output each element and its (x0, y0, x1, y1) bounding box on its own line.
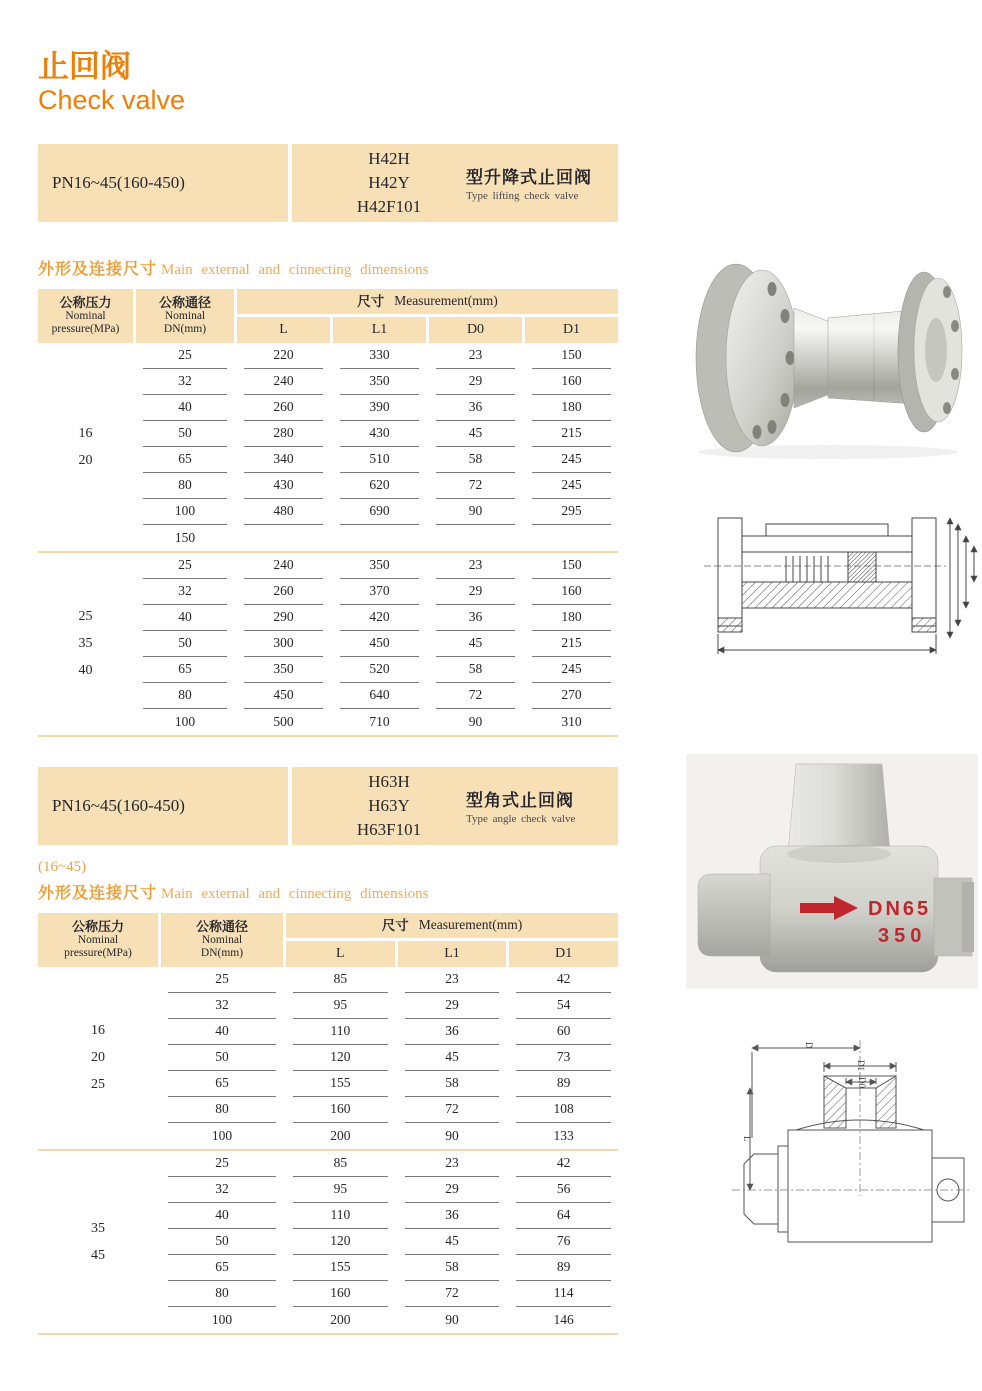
table-row (136, 343, 618, 369)
table-cell: 42 (516, 1151, 611, 1177)
table-cell: 23 (405, 967, 500, 993)
table-cell: 160 (532, 579, 611, 605)
table-rows (136, 553, 618, 735)
table-cell: 215 (532, 421, 611, 447)
model-codes (324, 770, 454, 842)
table-cell: 110 (293, 1019, 388, 1045)
column-header-L: L (237, 317, 330, 343)
table-rows (136, 343, 618, 551)
table-rows (161, 1151, 618, 1333)
pressure-values (38, 1151, 158, 1333)
pressure-range: PN16~45(160-450) (38, 767, 288, 845)
table-row (161, 967, 618, 993)
pressure-value: 45 (91, 1247, 105, 1263)
model-box-h42 (38, 144, 618, 222)
measurement-header-en: Measurement(mm) (394, 293, 498, 309)
dn-header-en2: DN(mm) (200, 947, 244, 960)
table-row (161, 1019, 618, 1045)
table-cell: 25 (143, 553, 227, 579)
section-heading-zh: 外形及连接尺寸 (38, 884, 158, 902)
table-cell: 56 (516, 1177, 611, 1203)
table-cell: 430 (244, 473, 323, 499)
table-row (161, 1177, 618, 1203)
model-code: H63H (368, 771, 410, 791)
table-cell: 29 (405, 993, 500, 1019)
table-row (136, 525, 618, 551)
table-row (161, 1151, 618, 1177)
table-cell: 45 (405, 1045, 500, 1071)
table-cell: 32 (143, 369, 227, 395)
table-row (161, 1229, 618, 1255)
table-cell: 280 (244, 421, 323, 447)
pressure-value: 25 (91, 1077, 105, 1093)
table-cell: 80 (143, 473, 227, 499)
table-cell: 80 (168, 1281, 276, 1307)
table-cell: 500 (273, 713, 294, 729)
table-cell: 40 (168, 1019, 276, 1045)
valve-type-en: Type lifting check valve (466, 190, 579, 203)
pressure-header-zh: 公称压力 (71, 919, 124, 935)
model-code: H63Y (368, 795, 410, 815)
table-cell (244, 525, 323, 551)
measurement-header-zh: 尺寸 (381, 917, 409, 933)
measurement-header (237, 289, 618, 314)
table-cell: 72 (405, 1097, 500, 1123)
dn-header-zh: 公称通径 (158, 295, 211, 311)
table-group (38, 967, 618, 1151)
table-row (136, 421, 618, 447)
table-cell (340, 525, 419, 551)
column-header-D1: D1 (525, 317, 618, 343)
pressure-note: (16~45) (38, 858, 87, 875)
table-cell: 50 (168, 1045, 276, 1071)
table-cell: 45 (436, 631, 515, 657)
lifting-check-valve-section-svg (698, 478, 978, 663)
pressure-header (38, 289, 133, 343)
table-cell: 80 (143, 683, 227, 709)
table-rows (161, 967, 618, 1149)
table-cell: 310 (561, 713, 582, 729)
table-cell: 80 (168, 1097, 276, 1123)
table-cell: 180 (532, 395, 611, 421)
table-row (161, 1097, 618, 1123)
section-heading (38, 256, 618, 279)
table-cell: 450 (340, 631, 419, 657)
column-header-L1: L1 (333, 317, 426, 343)
table-cell: 510 (340, 447, 419, 473)
table-cell: 32 (168, 993, 276, 1019)
table-cell: 100 (211, 1127, 233, 1143)
table-cell: 520 (340, 657, 419, 683)
table-cell: 95 (293, 1177, 388, 1203)
table-cell: 40 (143, 395, 227, 421)
table-row (161, 1203, 618, 1229)
table-cell: 65 (143, 447, 227, 473)
table-cell (532, 525, 611, 551)
model-codes (324, 147, 454, 219)
measurement-header (286, 913, 618, 938)
stamp-pressure-text: 350 (878, 925, 927, 947)
dn-header (136, 289, 234, 343)
table-cell: 155 (293, 1071, 388, 1097)
table-row (161, 1281, 618, 1307)
table-cell: 90 (436, 499, 515, 525)
pressure-value: 25 (78, 609, 93, 625)
table-row (161, 1255, 618, 1281)
valve-type (466, 163, 592, 202)
table-cell: 36 (405, 1019, 500, 1045)
table-cell: 58 (436, 657, 515, 683)
table-cell: 58 (405, 1255, 500, 1281)
dn-header-en2: DN(mm) (163, 323, 207, 336)
pressure-value: 20 (91, 1050, 105, 1066)
dimension-table-h63 (38, 913, 618, 1335)
table-cell: 76 (516, 1229, 611, 1255)
table-row (136, 631, 618, 657)
table-row (161, 1123, 618, 1149)
table-row (136, 553, 618, 579)
dim-label-L: L (742, 1136, 752, 1142)
valve-type-zh: 型角式止回阀 (466, 791, 574, 811)
table-cell: 480 (244, 499, 323, 525)
table-cell: 65 (168, 1071, 276, 1097)
table-cell: 100 (143, 499, 227, 525)
model-code: H42Y (368, 172, 410, 192)
table-cell: 690 (340, 499, 419, 525)
table-cell: 114 (516, 1281, 611, 1307)
table-cell: 245 (532, 657, 611, 683)
section-heading (38, 880, 618, 903)
table-cell: 133 (553, 1127, 574, 1143)
page-title-en: Check valve (38, 85, 186, 116)
table-cell: 710 (369, 713, 390, 729)
table-cell: 29 (436, 369, 515, 395)
dim-label-D: D (804, 1042, 814, 1049)
table-cell: 72 (436, 473, 515, 499)
table-group (38, 1151, 618, 1335)
dn-header-zh: 公称通径 (195, 919, 248, 935)
pressure-value: 20 (78, 452, 93, 468)
table-cell: 95 (293, 993, 388, 1019)
stamp-dn-text: DN65 (868, 898, 932, 920)
dn-header (161, 913, 283, 967)
table-row (136, 709, 618, 735)
table-cell: 160 (293, 1281, 388, 1307)
section-heading-zh: 外形及连接尺寸 (38, 260, 158, 278)
table-cell: 90 (445, 1127, 459, 1143)
table-row (161, 1071, 618, 1097)
table-cell: 25 (143, 343, 227, 369)
table-cell: 25 (168, 967, 276, 993)
table-row (161, 1307, 618, 1333)
model-box-right (292, 144, 618, 222)
pressure-value: 16 (78, 425, 93, 441)
pressure-value: 16 (91, 1023, 105, 1039)
measurement-header-zh: 尺寸 (357, 293, 385, 309)
table-cell: 23 (436, 553, 515, 579)
table-cell: 90 (468, 713, 483, 729)
table-header (38, 289, 618, 343)
pressure-values (38, 967, 158, 1149)
table-cell: 36 (436, 605, 515, 631)
angle-check-valve-dimension-drawing (726, 1018, 978, 1273)
table-row (136, 683, 618, 709)
table-cell: 45 (436, 421, 515, 447)
angle-check-valve-photo-svg (686, 754, 978, 989)
table-cell: 85 (293, 967, 388, 993)
table-cell: 215 (532, 631, 611, 657)
table-cell: 29 (436, 579, 515, 605)
table-group (38, 553, 618, 737)
table-cell: 85 (293, 1151, 388, 1177)
table-cell: 370 (340, 579, 419, 605)
model-code: H42F101 (356, 196, 422, 216)
pressure-values (38, 343, 133, 551)
table-cell: 50 (143, 421, 227, 447)
table-cell: 89 (516, 1255, 611, 1281)
pressure-values (38, 553, 133, 735)
table-cell: 245 (532, 473, 611, 499)
table-row (136, 447, 618, 473)
table-cell: 100 (174, 713, 196, 729)
table-cell: 245 (532, 447, 611, 473)
valve-type-zh: 型升降式止回阀 (466, 168, 592, 188)
table-cell: 180 (532, 605, 611, 631)
table-cell: 23 (405, 1151, 500, 1177)
table-cell: 220 (244, 343, 323, 369)
table-cell: 620 (340, 473, 419, 499)
table-cell: 40 (168, 1203, 276, 1229)
table-row (161, 993, 618, 1019)
table-row (136, 395, 618, 421)
section-heading-en: Main external and cinnecting dimensions (161, 261, 429, 278)
table-cell: 100 (211, 1311, 233, 1327)
valve-type-en: Type angle check valve (466, 813, 576, 826)
valve-type (466, 786, 575, 825)
main-column (38, 0, 618, 1335)
table-row (136, 605, 618, 631)
table-cell: 60 (516, 1019, 611, 1045)
pressure-header-en2: pressure(MPa) (64, 947, 132, 960)
angle-check-valve-drawing-svg (726, 1018, 978, 1268)
table-cell: 32 (143, 579, 227, 605)
table-cell: 146 (553, 1311, 574, 1327)
table-group (38, 343, 618, 553)
table-row (136, 369, 618, 395)
table-cell: 640 (340, 683, 419, 709)
table-row (136, 657, 618, 683)
section-heading-en: Main external and cinnecting dimensions (161, 885, 429, 902)
dn-header-en1: Nominal (201, 934, 243, 947)
dim-label-D1: D1 (856, 1060, 866, 1071)
pressure-header-en1: Nominal (65, 310, 106, 323)
lifting-check-valve-photo (678, 256, 970, 466)
table-cell: 150 (532, 343, 611, 369)
table-cell: 450 (244, 683, 323, 709)
pressure-range: PN16~45(160-450) (38, 144, 288, 222)
table-cell: 90 (445, 1311, 459, 1327)
pressure-header-zh: 公称压力 (59, 295, 112, 311)
table-cell: 120 (293, 1045, 388, 1071)
table-cell: 150 (532, 553, 611, 579)
table-cell: 420 (340, 605, 419, 631)
table-cell: 340 (244, 447, 323, 473)
table-cell: 150 (174, 529, 196, 545)
table-cell: 110 (293, 1203, 388, 1229)
pressure-header (38, 913, 158, 967)
pressure-value: 40 (78, 663, 93, 679)
table-row (136, 499, 618, 525)
model-code: H42H (368, 148, 410, 168)
table-cell: 45 (405, 1229, 500, 1255)
table-row (136, 579, 618, 605)
table-cell: 295 (532, 499, 611, 525)
table-header (38, 913, 618, 967)
table-cell: 36 (405, 1203, 500, 1229)
table-cell: 260 (244, 579, 323, 605)
table-cell: 200 (330, 1127, 351, 1143)
column-header-L1: L1 (398, 941, 507, 967)
lifting-check-valve-photo-svg (678, 256, 970, 461)
table-row (136, 473, 618, 499)
table-cell: 23 (436, 343, 515, 369)
table-cell: 50 (143, 631, 227, 657)
table-cell: 120 (293, 1229, 388, 1255)
table-cell: 300 (244, 631, 323, 657)
model-box-right (292, 767, 618, 845)
pressure-header-en1: Nominal (77, 934, 119, 947)
column-header-D0: D0 (429, 317, 522, 343)
pressure-header-en2: pressure(MPa) (51, 323, 120, 336)
table-cell: 58 (436, 447, 515, 473)
pressure-value: 35 (78, 636, 93, 652)
table-cell: 240 (244, 553, 323, 579)
pressure-value: 35 (91, 1220, 105, 1236)
table-cell: 155 (293, 1255, 388, 1281)
table-cell: 350 (340, 553, 419, 579)
column-header-L: L (286, 941, 395, 967)
table-cell: 72 (405, 1281, 500, 1307)
table-cell: 73 (516, 1045, 611, 1071)
table-cell: 58 (405, 1071, 500, 1097)
table-cell: 36 (436, 395, 515, 421)
table-cell: 430 (340, 421, 419, 447)
model-code: H63F101 (356, 819, 422, 839)
dim-label-D0: D0 (857, 1077, 867, 1088)
table-cell: 260 (244, 395, 323, 421)
table-cell: 72 (436, 683, 515, 709)
table-cell: 290 (244, 605, 323, 631)
table-cell: 25 (168, 1151, 276, 1177)
dn-header-en1: Nominal (164, 310, 206, 323)
table-row (161, 1045, 618, 1071)
table-cell: 160 (532, 369, 611, 395)
table-cell: 40 (143, 605, 227, 631)
table-cell: 350 (340, 369, 419, 395)
table-cell: 200 (330, 1311, 351, 1327)
table-cell: 42 (516, 967, 611, 993)
table-cell: 65 (143, 657, 227, 683)
table-cell: 65 (168, 1255, 276, 1281)
column-header-D1: D1 (509, 941, 618, 967)
table-cell: 240 (244, 369, 323, 395)
angle-check-valve-photo (686, 754, 978, 994)
table-cell: 54 (516, 993, 611, 1019)
table-cell: 50 (168, 1229, 276, 1255)
dimension-table-h42 (38, 289, 618, 737)
table-cell: 160 (293, 1097, 388, 1123)
page-title-zh: 止回阀 (38, 49, 131, 84)
table-cell: 64 (516, 1203, 611, 1229)
measurement-header-en: Measurement(mm) (418, 917, 523, 933)
table-cell: 270 (532, 683, 611, 709)
table-cell: 330 (340, 343, 419, 369)
table-cell: 29 (405, 1177, 500, 1203)
table-cell: 32 (168, 1177, 276, 1203)
table-cell (436, 525, 515, 551)
table-cell: 108 (516, 1097, 611, 1123)
model-box-h63 (38, 767, 618, 845)
table-cell: 89 (516, 1071, 611, 1097)
table-cell: 350 (244, 657, 323, 683)
lifting-check-valve-section-drawing (698, 478, 978, 668)
table-cell: 390 (340, 395, 419, 421)
